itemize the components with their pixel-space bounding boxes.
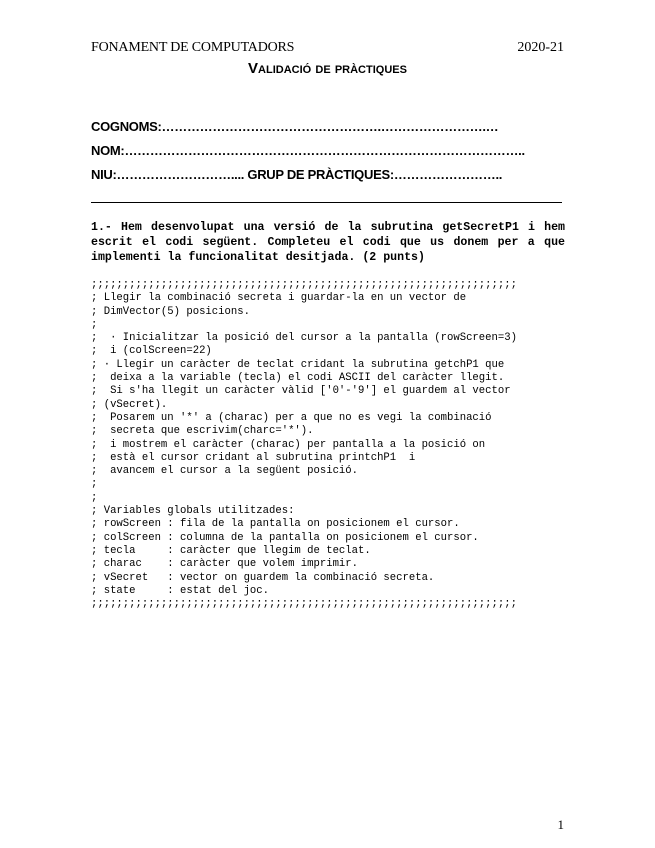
- code-line: ; avancem el cursor a la següent posició.: [91, 465, 359, 478]
- code-line: ; i mostrem el caràcter (charac) per pantalla a la posició on: [91, 438, 486, 451]
- code-line: ;;;;;;;;;;;;;;;;;;;;;;;;;;;;;;;;;;;;;;;;;;;;;;;;;;;;;;;;;;;;;;;;;;;: [91, 598, 517, 611]
- surname-field: COGNOMS:…………………………………………….…………………….…: [91, 119, 499, 134]
- page-title: Validació de pràctiques: [248, 60, 407, 77]
- question-text: 1.- Hem desenvolupat una versió de la subrutina getSecretP1 i hem escrit el codi següent. Completeu el codi que us donem per a que implementi la funcionalitat desitjada. (2 punts): [91, 221, 565, 264]
- code-line: ; DimVector(5) posicions.: [91, 305, 250, 318]
- code-line: ; Posarem un '*' a (charac) per a que no es vegi la combinació: [91, 411, 492, 424]
- code-line: ; deixa a la variable (tecla) el codi ASCII del caràcter llegit.: [91, 372, 505, 385]
- code-line: ;: [91, 491, 98, 504]
- name-field: NOM:…………………………………………………………………………………..: [91, 143, 525, 158]
- academic-year: 2020-21: [517, 40, 564, 55]
- code-line: ; secreta que escrivim(charc='*').: [91, 425, 314, 438]
- code-line: ; Llegir la combinació secreta i guardar-la en un vector de: [91, 292, 467, 305]
- page-number: 1: [557, 817, 564, 832]
- code-line: ; està el cursor cridant al subrutina printchP1 i: [91, 451, 416, 464]
- code-line: ; charac : caràcter que volem imprimir.: [91, 558, 359, 571]
- code-line: ; (vSecret).: [91, 398, 168, 411]
- code-line: ; state : estat del joc.: [91, 584, 270, 597]
- code-line: ; · Llegir un caràcter de teclat cridant la subrutina getchP1 que: [91, 358, 505, 371]
- niu-group-field: NIU:……………………….... GRUP DE PRÀCTIQUES:……………………..: [91, 167, 503, 182]
- code-line: ; vSecret : vector on guardem la combinació secreta.: [91, 571, 435, 584]
- code-line: ; rowScreen : fila de la pantalla on posicionem el cursor.: [91, 518, 460, 531]
- code-line: ; Si s'ha llegit un caràcter vàlid ['0'-'9'] el guardem al vector: [91, 385, 511, 398]
- course-name: FONAMENT DE COMPUTADORS: [91, 40, 295, 55]
- code-block: [91, 279, 517, 611]
- code-line: ; · Inicialitzar la posició del cursor a la pantalla (rowScreen=3): [91, 332, 517, 345]
- code-line: ;: [91, 318, 98, 331]
- separator-line: [91, 202, 562, 203]
- code-line: ; i (colScreen=22): [91, 345, 212, 358]
- code-line: ;;;;;;;;;;;;;;;;;;;;;;;;;;;;;;;;;;;;;;;;;;;;;;;;;;;;;;;;;;;;;;;;;;;: [91, 279, 517, 291]
- code-line: ; tecla : caràcter que llegim de teclat.: [91, 544, 371, 557]
- code-line: ; Variables globals utilitzades:: [91, 505, 295, 518]
- code-line: ;: [91, 478, 98, 491]
- code-line: ; colScreen : columna de la pantalla on posicionem el cursor.: [91, 531, 479, 544]
